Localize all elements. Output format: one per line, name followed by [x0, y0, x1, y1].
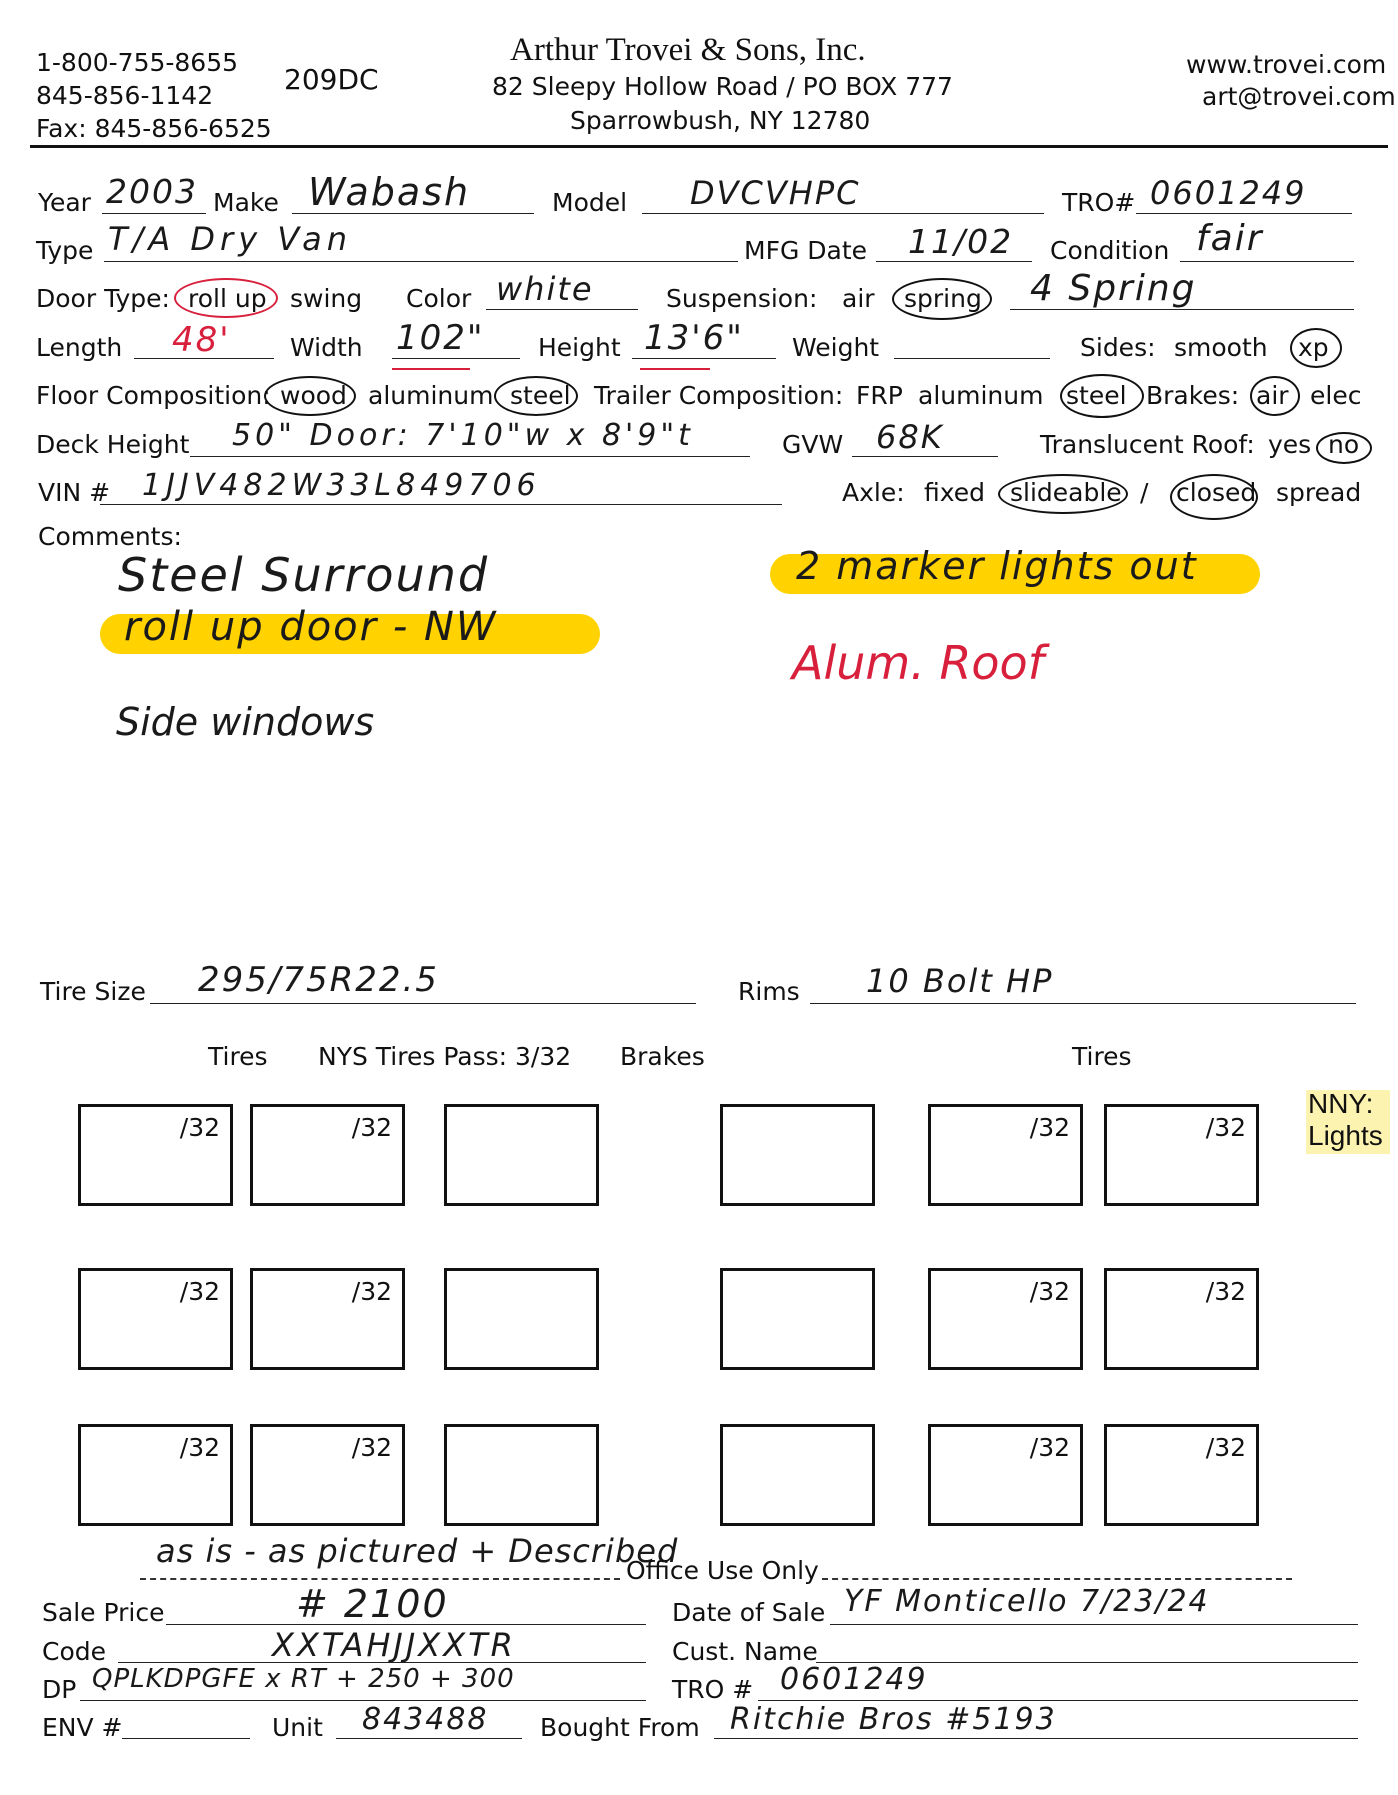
- date-of-sale-value[interactable]: YF Monticello 7/23/24: [844, 1584, 1210, 1619]
- year-value[interactable]: 2003: [106, 172, 198, 211]
- trailer-comp-label: Trailer Composition:: [594, 381, 844, 410]
- brakes-elec-option[interactable]: elec: [1310, 381, 1362, 410]
- mfg-date-line: [876, 261, 1032, 262]
- brake-box-r3-left[interactable]: [444, 1424, 599, 1526]
- dp-line: [80, 1700, 646, 1701]
- height-value[interactable]: 13'6": [644, 318, 744, 358]
- rims-label: Rims: [738, 977, 800, 1006]
- axle-label: Axle:: [842, 478, 905, 507]
- make-value[interactable]: Wabash: [308, 170, 471, 214]
- vin-label: VIN #: [38, 478, 111, 507]
- office-note-value[interactable]: as is - as pictured + Described: [156, 1532, 679, 1570]
- door-swing-option[interactable]: swing: [290, 284, 363, 313]
- nny-label: NNY:: [1308, 1088, 1374, 1119]
- axle-slideable-option[interactable]: slideable: [1010, 478, 1122, 507]
- deck-height-line: [190, 456, 750, 457]
- gvw-label: GVW: [782, 430, 844, 459]
- gvw-value[interactable]: 68K: [876, 418, 944, 456]
- brakes-header: Brakes: [620, 1042, 705, 1071]
- width-value[interactable]: 102": [396, 318, 485, 358]
- make-label: Make: [213, 188, 279, 217]
- floor-steel-option[interactable]: steel: [510, 381, 571, 410]
- unit-label: Unit: [272, 1713, 323, 1742]
- color-line: [486, 309, 638, 310]
- tire-box-r3-3[interactable]: /32: [928, 1424, 1083, 1526]
- phone-1: 1-800-755-8655: [36, 48, 239, 77]
- color-value[interactable]: white: [496, 270, 594, 308]
- cust-name-label: Cust. Name: [672, 1637, 818, 1666]
- bought-from-value[interactable]: Ritchie Bros #5193: [730, 1702, 1057, 1737]
- brake-box-r2-left[interactable]: [444, 1268, 599, 1370]
- suspension-air-option[interactable]: air: [842, 284, 875, 313]
- brake-box-r2-right[interactable]: [720, 1268, 875, 1370]
- sale-price-value[interactable]: # 2100: [296, 1582, 449, 1626]
- door-roll-up-option[interactable]: roll up: [188, 284, 267, 313]
- unit-line: [336, 1738, 522, 1739]
- brake-box-r1-left[interactable]: [444, 1104, 599, 1206]
- condition-value[interactable]: fair: [1196, 218, 1264, 259]
- floor-steel-circle: [494, 376, 578, 416]
- vin-value[interactable]: 1JJV482W33L849706: [142, 468, 541, 503]
- tires-right-header: Tires: [1072, 1042, 1132, 1071]
- floor-aluminum-option[interactable]: aluminum: [368, 381, 494, 410]
- code-label: Code: [42, 1637, 107, 1666]
- tire-size-line: [150, 1003, 696, 1004]
- translucent-no-option[interactable]: no: [1328, 430, 1360, 459]
- length-label: Length: [36, 333, 123, 362]
- tro-2-label: TRO #: [672, 1675, 754, 1704]
- mfg-date-label: MFG Date: [744, 236, 868, 265]
- floor-wood-option[interactable]: wood: [280, 381, 347, 410]
- fax: Fax: 845-856-6525: [36, 114, 272, 143]
- address-line-1: 82 Sleepy Hollow Road / PO BOX 777: [492, 72, 953, 101]
- length-value[interactable]: 48': [172, 320, 231, 360]
- brakes-air-circle: [1250, 376, 1300, 416]
- deck-height-value[interactable]: 50" Door: 7'10"w x 8'9"t: [232, 418, 694, 453]
- tire-size-value[interactable]: 295/75R22.5: [198, 960, 439, 1000]
- axle-spread-option[interactable]: spread: [1276, 478, 1362, 507]
- vin-line: [100, 504, 782, 505]
- year-line: [102, 213, 206, 214]
- email: art@trovei.com: [1202, 82, 1396, 111]
- spring-circle: [892, 278, 992, 320]
- height-line: [632, 358, 776, 359]
- trailer-steel-circle: [1060, 374, 1144, 418]
- tire-size-label: Tire Size: [40, 977, 146, 1006]
- tro-line: [1136, 213, 1352, 214]
- sides-xp-option[interactable]: xp: [1298, 333, 1329, 362]
- deck-height-label: Deck Height: [36, 430, 190, 459]
- brakes-air-option[interactable]: air: [1256, 381, 1289, 410]
- sides-smooth-option[interactable]: smooth: [1174, 333, 1268, 362]
- axle-closed-option[interactable]: closed: [1176, 478, 1257, 507]
- tire-box-r3-4[interactable]: /32: [1104, 1424, 1259, 1526]
- axle-slash: /: [1140, 478, 1149, 507]
- wood-circle: [264, 376, 356, 416]
- height-red-mark: [640, 368, 710, 370]
- tire-box-r1-4[interactable]: /32: [1104, 1104, 1259, 1206]
- door-type-label: Door Type:: [36, 284, 170, 313]
- gvw-line: [852, 456, 998, 457]
- mfg-date-value[interactable]: 11/02: [908, 222, 1014, 261]
- color-label: Color: [406, 284, 472, 313]
- suspension-spring-option[interactable]: spring: [904, 284, 982, 313]
- slideable-circle: [998, 474, 1128, 514]
- date-of-sale-line: [830, 1624, 1358, 1625]
- phone-2: 845-856-1142: [36, 81, 214, 110]
- env-label: ENV #: [42, 1713, 123, 1742]
- office-use-only-label: Office Use Only: [626, 1556, 819, 1585]
- tire-box-r2-2[interactable]: /32: [250, 1268, 405, 1370]
- type-line: [104, 261, 738, 262]
- comment-roll-up-door[interactable]: roll up door - NW: [124, 604, 498, 650]
- brake-box-r1-right[interactable]: [720, 1104, 875, 1206]
- sides-label: Sides:: [1080, 333, 1156, 362]
- translucent-yes-option[interactable]: yes: [1268, 430, 1312, 459]
- tires-left-header: Tires: [208, 1042, 268, 1071]
- comment-side-windows[interactable]: Side windows: [116, 700, 375, 744]
- tire-box-r2-3[interactable]: /32: [928, 1268, 1083, 1370]
- rims-value[interactable]: 10 Bolt HP: [866, 962, 1054, 1000]
- xp-circle: [1290, 328, 1342, 368]
- date-of-sale-label: Date of Sale: [672, 1598, 826, 1627]
- suspension-note-line: [1010, 309, 1354, 310]
- width-label: Width: [290, 333, 363, 362]
- trailer-frp-option[interactable]: FRP: [856, 381, 903, 410]
- model-line: [642, 213, 1044, 214]
- translucent-roof-label: Translucent Roof:: [1040, 430, 1255, 459]
- comments-label: Comments:: [38, 522, 182, 551]
- tire-box-r2-4[interactable]: /32: [1104, 1268, 1259, 1370]
- lights-label: Lights: [1308, 1120, 1383, 1151]
- trailer-aluminum-option[interactable]: aluminum: [918, 381, 1044, 410]
- address-line-2: Sparrowbush, NY 12780: [570, 106, 871, 135]
- type-value[interactable]: T/A Dry Van: [108, 220, 353, 258]
- condition-label: Condition: [1050, 236, 1170, 265]
- rims-line: [810, 1003, 1356, 1004]
- dp-label: DP: [42, 1675, 77, 1704]
- weight-label: Weight: [792, 333, 880, 362]
- website: www.trovei.com: [1186, 50, 1387, 79]
- comment-steel-surround[interactable]: Steel Surround: [118, 548, 490, 602]
- env-line: [122, 1738, 250, 1739]
- tire-box-r1-1[interactable]: /32: [78, 1104, 233, 1206]
- comment-marker-lights[interactable]: 2 marker lights out: [796, 544, 1198, 588]
- tire-box-r1-2[interactable]: /32: [250, 1104, 405, 1206]
- tire-box-r2-1[interactable]: /32: [78, 1268, 233, 1370]
- model-label: Model: [552, 188, 628, 217]
- code-value[interactable]: XXTAHJJXXTR: [272, 1626, 516, 1664]
- model-value[interactable]: DVCVHPC: [690, 174, 861, 212]
- sale-price-label: Sale Price: [42, 1598, 165, 1627]
- axle-fixed-option[interactable]: fixed: [924, 478, 986, 507]
- closed-circle: [1170, 474, 1258, 520]
- weight-line: [894, 358, 1050, 359]
- year-label: Year: [38, 188, 91, 217]
- form-code: 209DC: [284, 63, 379, 96]
- brake-box-r3-right[interactable]: [720, 1424, 875, 1526]
- brakes-label: Brakes:: [1146, 381, 1240, 410]
- dp-value[interactable]: QPLKDPGFE x RT + 250 + 300: [92, 1664, 515, 1694]
- roll-up-circle: [174, 278, 278, 318]
- tire-box-r3-2[interactable]: /32: [250, 1424, 405, 1526]
- tro-label: TRO#: [1062, 188, 1136, 217]
- office-divider-right: [822, 1578, 1292, 1580]
- bought-from-line: [714, 1738, 1358, 1739]
- unit-value[interactable]: 843488: [362, 1702, 489, 1737]
- company-name: Arthur Trovei & Sons, Inc.: [510, 32, 866, 68]
- nys-tires-pass-header: NYS Tires Pass: 3/32: [318, 1042, 572, 1071]
- no-circle: [1316, 432, 1372, 464]
- width-red-mark: [392, 368, 470, 370]
- comment-alum-roof[interactable]: Alum. Roof: [792, 636, 1044, 690]
- height-label: Height: [538, 333, 621, 362]
- width-line: [392, 358, 520, 359]
- office-divider-left: [140, 1578, 620, 1580]
- bought-from-label: Bought From: [540, 1713, 700, 1742]
- condition-line: [1180, 261, 1354, 262]
- tro-2-line: [758, 1700, 1358, 1701]
- tro-value[interactable]: 0601249: [1150, 174, 1307, 212]
- tire-box-r1-3[interactable]: /32: [928, 1104, 1083, 1206]
- suspension-note-value[interactable]: 4 Spring: [1030, 268, 1197, 309]
- header-rule: [30, 145, 1388, 148]
- floor-comp-label: Floor Composition:: [36, 381, 271, 410]
- type-label: Type: [36, 236, 94, 265]
- tro-2-value[interactable]: 0601249: [780, 1662, 928, 1697]
- suspension-label: Suspension:: [666, 284, 818, 313]
- trailer-steel-option[interactable]: steel: [1066, 381, 1127, 410]
- tire-box-r3-1[interactable]: /32: [78, 1424, 233, 1526]
